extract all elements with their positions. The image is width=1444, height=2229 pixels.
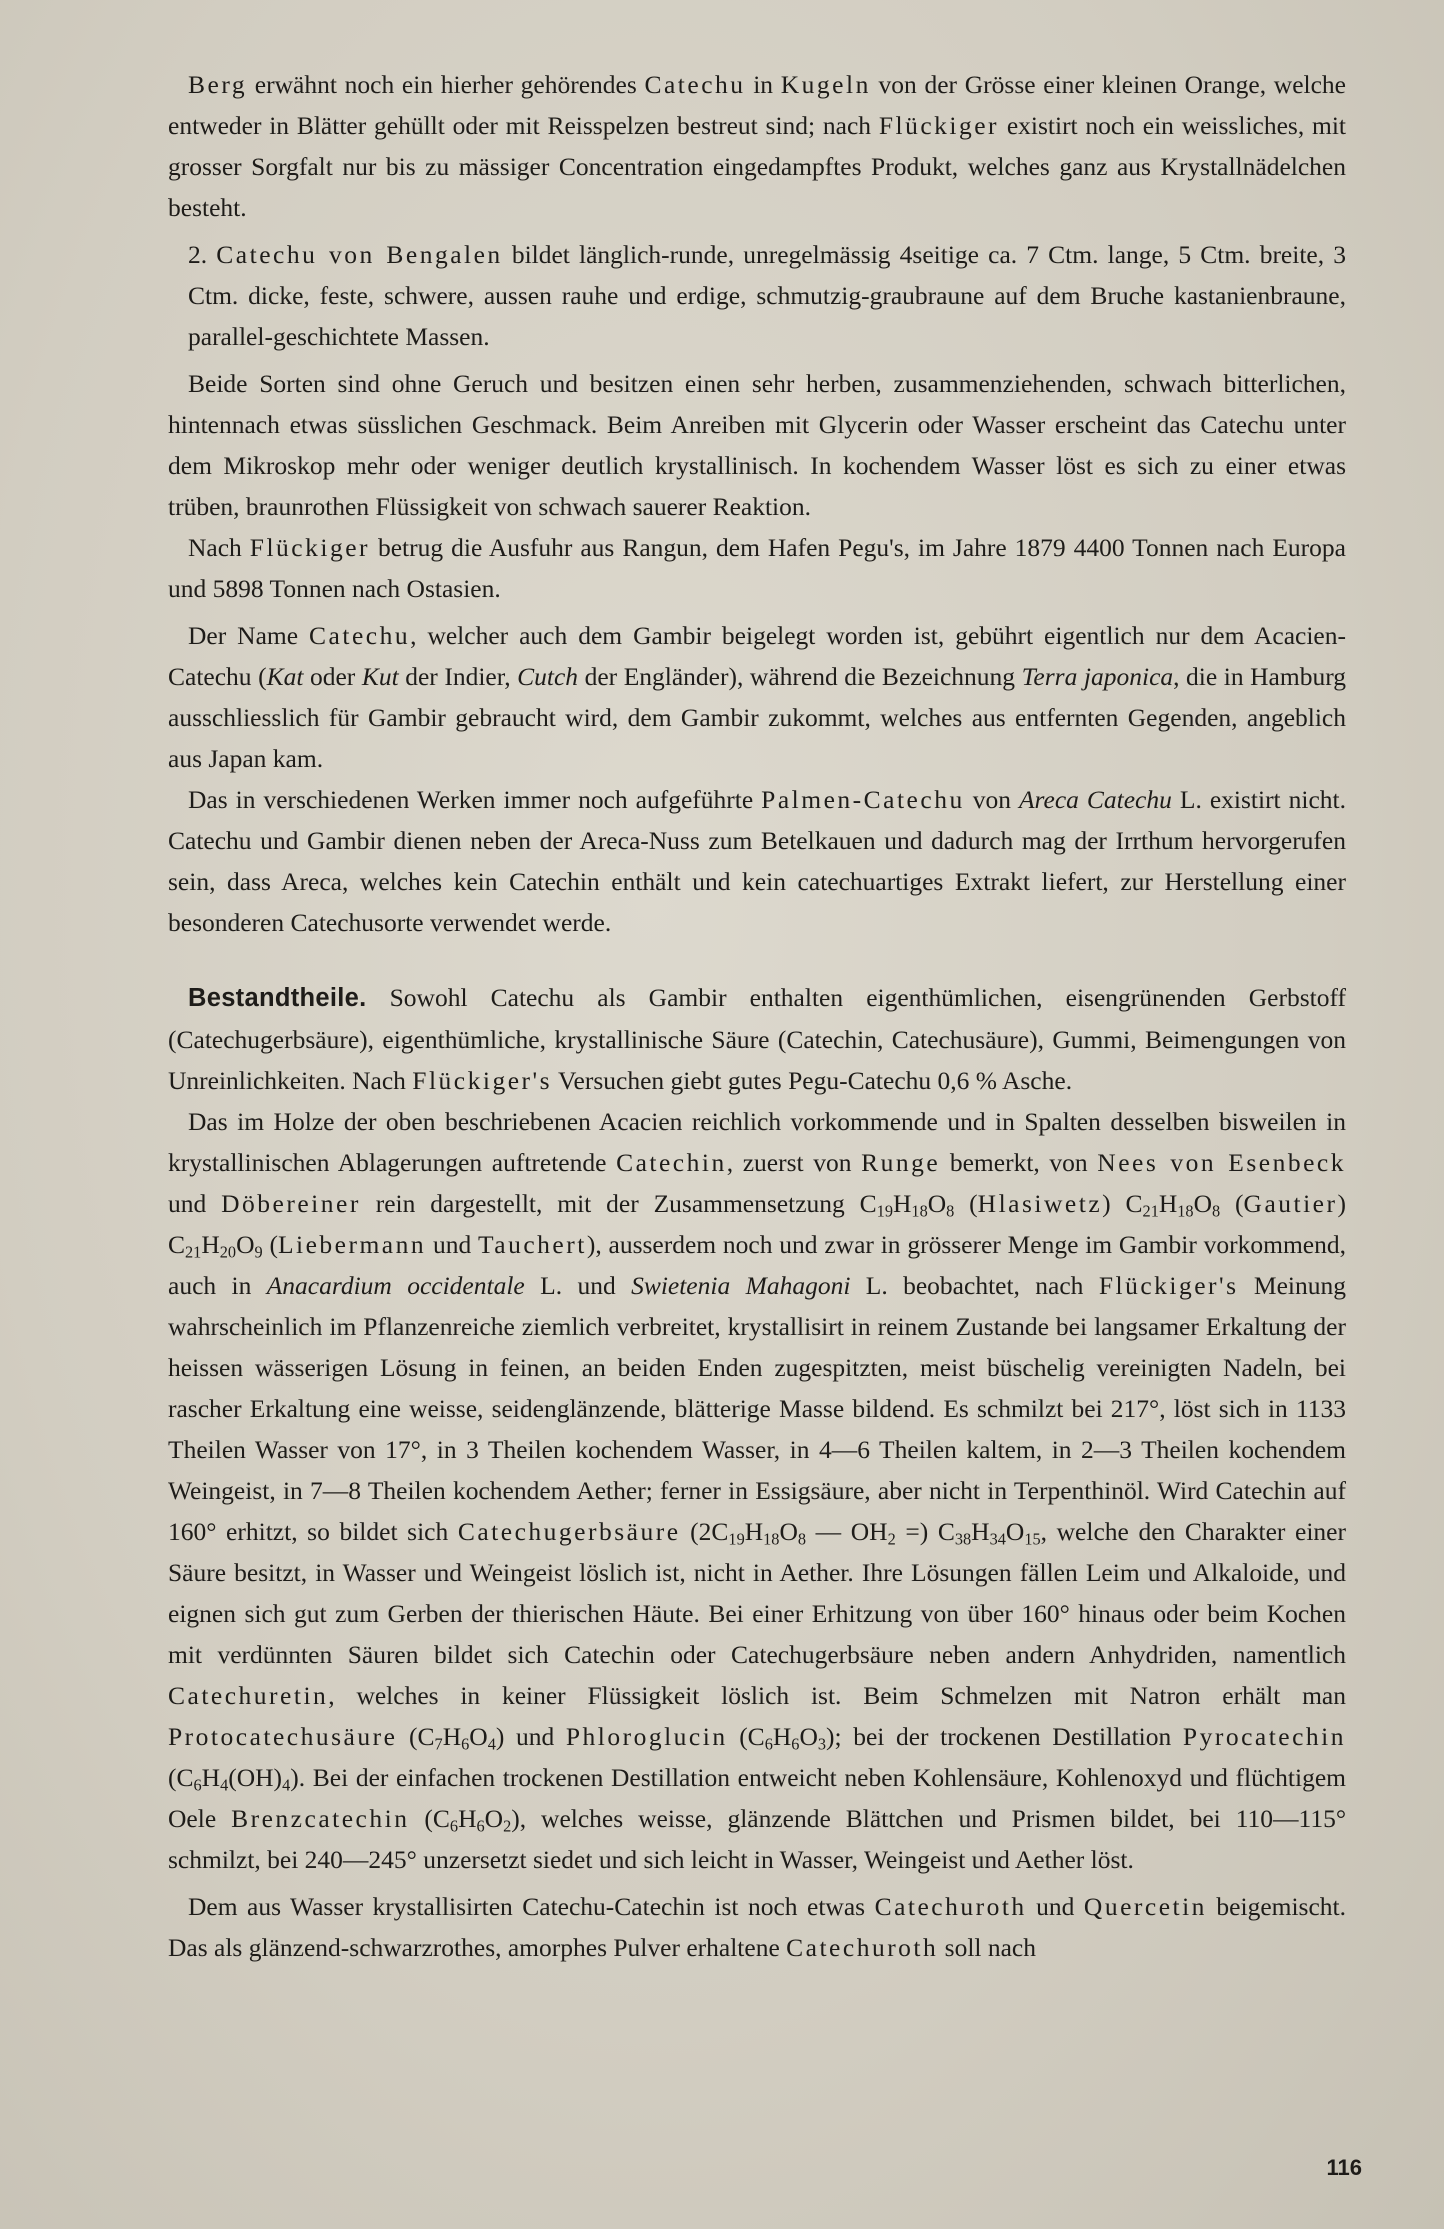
- formula-pyrocatechin: ($C_6H_4(OH)_4$: [168, 1763, 291, 1795]
- formula-catechugerbsaeure: ($2C_{19}H_{18}O_8$ — $OH_2$ =) $C_{38}H_{34}O_{15}$: [680, 1517, 1041, 1549]
- formula-protocatechusaeure: ($C_7H_6O_4$: [397, 1722, 496, 1754]
- formula-liebermann: $C_{21}H_{20}O_9$: [168, 1230, 263, 1262]
- formula-gautier: $C_{21}H_{18}O_8$: [1125, 1189, 1221, 1221]
- paragraph-name-catechu: Der Name Catechu, welcher auch dem Gambir beigelegt worden ist, gebührt eigentlich nur dem Acacien-Catechu (Kat oder Kut der Indier, Cutch der Engländer), während die Bezeichnung Terra japonica, die in Hamburg ausschliesslich für Gambir gebraucht wird, dem Gambir zukommt, welches aus entfernten Gegenden, angeblich aus Japan kam.: [168, 621, 1346, 773]
- paragraph-ausfuhr: Nach Flückiger betrug die Ausfuhr aus Rangun, dem Hafen Pegu's, im Jahre 1879 4400 Tonnen nach Europa und 5898 Tonnen nach Ostasien.: [168, 533, 1346, 603]
- page-number: 116: [1326, 2155, 1362, 2180]
- formula-brenzcatechin: ($C_6H_6O_2$: [409, 1804, 512, 1836]
- page-text: [168, 64, 1346, 1968]
- paragraph-palmen-catechu: Das in verschiedenen Werken immer noch aufgeführte Palmen-Catechu von Areca Catechu L. existirt nicht. Catechu und Gambir dienen neben der Areca-Nuss zum Betelkauen und dadurch mag der Irrthum hervorgerufen sein, dass Areca, welches kein Catechin enthält und kein catechuartiges Extrakt liefert, zur Herstellung einer besonderen Catechusorte verwendet werde.: [168, 785, 1347, 937]
- section-heading: Bestandtheile.: [188, 984, 367, 1012]
- paragraph-berg: Berg erwähnt noch ein hierher gehörendes Catechu in Kugeln von der Grösse einer kleinen Orange, welche entweder in Blätter gehüllt oder mit Reisspelzen bestreut sind; nach Flückiger existirt noch ein weissliches, mit grosser Sorgfalt nur bis zu mässiger Concentration eingedampftes Produkt, welches ganz aus Krystallnädelchen besteht.: [168, 70, 1346, 222]
- formula-hlasiwetz: $C_{19}H_{18}O_8$: [859, 1189, 955, 1221]
- paragraph-bestandtheile: Bestandtheile. Sowohl Catechu als Gambir enthalten eigenthümlichen, eisengrünenden Gerbstoff (Catechugerbsäure), eigenthümliche, krystallinische Säure (Catechin, Catechusäure), Gummi, Beimengungen von Unreinlichkeiten. Nach Flückiger's Versuchen giebt gutes Pegu-Catechu 0,6 % Asche.: [168, 983, 1346, 1095]
- paragraph-bengalen: 2. Catechu von Bengalen bildet länglich-runde, unregelmässig 4seitige ca. 7 Ctm. lange, 5 Ctm. breite, 3 Ctm. dicke, feste, schwere, aussen rauhe und erdige, schmutzig-graubraune auf dem Bruche kastanienbraune, parallel-geschichtete Massen.: [188, 240, 1347, 351]
- formula-phloroglucin: ($C_6H_6O_3$: [727, 1722, 827, 1754]
- paragraph-geschmack: Beide Sorten sind ohne Geruch und besitzen einen sehr herben, zusammenziehenden, schwach bitterlichen, hintennach etwas süsslichen Geschmack. Beim Anreiben mit Glycerin oder Wasser erscheint das Catechu unter dem Mikroskop mehr oder weniger deutlich krystallinisch. In kochendem Wasser löst es sich zu einer etwas trüben, braunrothen Flüssigkeit von schwach sauerer Reaktion.: [168, 369, 1346, 521]
- paragraph-catechin: Das im Holze der oben beschriebenen Acacien reichlich vorkommende und in Spalten desselben bisweilen in krystallinischen Ablagerungen auftretende Catechin, zuerst von Runge bemerkt, von Nees von Esenbeck und Döbereiner rein dargestellt, mit der Zusammensetzung $C_{19}H_{18}O_8$ (Hlasiwetz) $C_{21}H_{18}O_8$ (Gautier) $C_{21}H_{20}O_9$ (Liebermann und Tauchert), ausserdem noch und zwar in grösserer Menge im Gambir vorkommend, auch in Anacardium occidentale L. und Swietenia Mahagoni L. beobachtet, nach Flückiger's Meinung wahrscheinlich im Pflanzenreiche ziemlich verbreitet, krystallisirt in reinem Zustande bei langsamer Erkaltung der heissen wässerigen Lösung in feinen, an beiden Enden zugespitzten, meist büschelig vereinigten Nadeln, bei rascher Erkaltung eine weisse, seidenglänzende, blätterige Masse bildend. Es schmilzt bei 217°, löst sich in 1133 Theilen Wasser von 17°, in 3 Theilen kochendem Wasser, in 4—6 Theilen kaltem, in 2—3 Theilen kochendem Weingeist, in 7—8 Theilen kochendem Aether; ferner in Essigsäure, aber nicht in Terpenthinöl. Wird Catechin auf 160° erhitzt, so bildet sich Catechugerbsäure ($2C_{19}H_{18}O_8$ — $OH_2$ =) $C_{38}H_{34}O_{15}$, welche den Charakter einer Säure besitzt, in Wasser und Weingeist löslich ist, nicht in Aether. Ihre Lösungen fällen Leim und Alkaloide, und eignen sich gut zum Gerben der thierischen Häute. Bei einer Erhitzung von über 160° hinaus oder beim Kochen mit verdünnten Säuren bildet sich Catechin oder Catechugerbsäure neben andern Anhydriden, namentlich Catechuretin, welches in keiner Flüssigkeit löslich ist. Beim Schmelzen mit Natron erhält man Protocatechusäure $(C_7H_6O_4)$ und Phloroglucin $(C_6H_6O_3)$; bei der trockenen Destillation Pyrocatechin $(C_6H_4(OH)_4)$. Bei der einfachen trockenen Destillation entweicht neben Kohlensäure, Kohlenoxyd und flüchtigem Oele Brenzcatechin $(C_6H_6O_2)$, welches weisse, glänzende Blättchen und Prismen bildet, bei 110—115° schmilzt, bei 240—245° unzersetzt siedet und sich leicht in Wasser, Weingeist und Aether löst.: [168, 1107, 1347, 1874]
- paragraph-catechuroth: Dem aus Wasser krystallisirten Catechu-Catechin ist noch etwas Catechuroth und Quercetin beigemischt. Das als glänzend-schwarzrothes, amorphes Pulver erhaltene Catechuroth soll nach: [168, 1892, 1347, 1962]
